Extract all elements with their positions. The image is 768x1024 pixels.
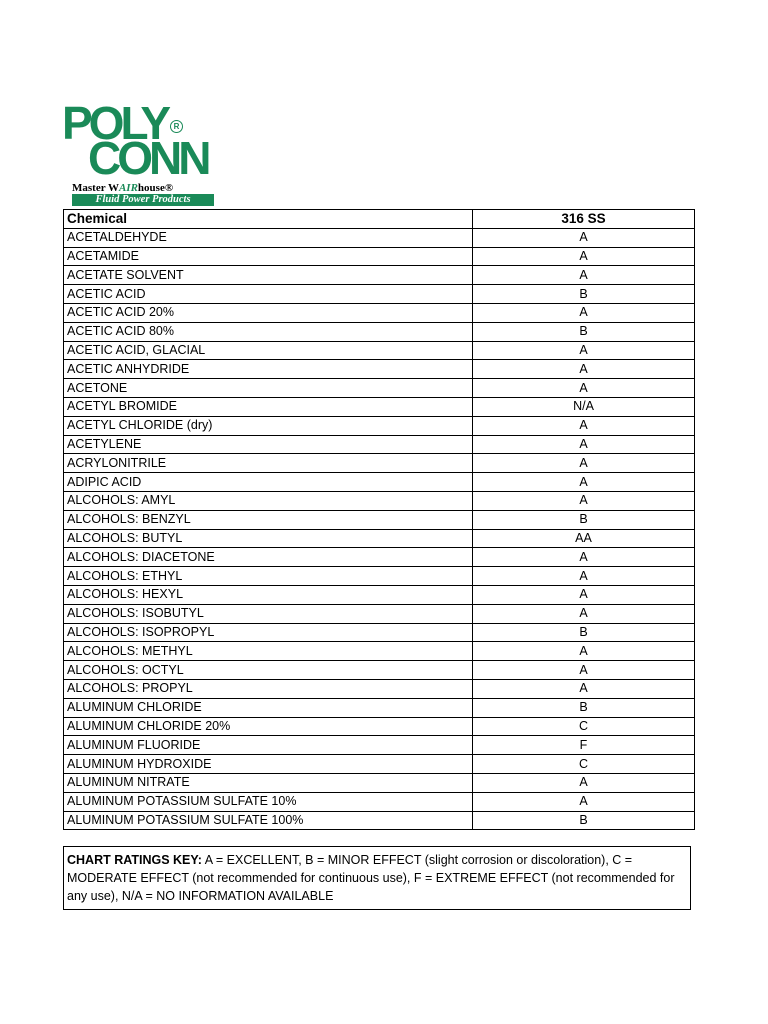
logo-tagline bbox=[72, 182, 173, 194]
chemical-name-cell: ALCOHOLS: METHYL bbox=[64, 642, 473, 661]
chemical-name-cell: ALCOHOLS: ETHYL bbox=[64, 567, 473, 586]
chemical-name-cell: ALCOHOLS: ISOPROPYL bbox=[64, 623, 473, 642]
rating-cell: A bbox=[473, 435, 695, 454]
table-row bbox=[64, 454, 695, 473]
chemical-name-cell: ALUMINUM CHLORIDE bbox=[64, 698, 473, 717]
rating-cell: A bbox=[473, 228, 695, 247]
rating-cell: B bbox=[473, 811, 695, 830]
table-row bbox=[64, 717, 695, 736]
chart-ratings-key bbox=[63, 846, 691, 910]
table-row bbox=[64, 473, 695, 492]
table-row bbox=[64, 529, 695, 548]
table-row bbox=[64, 698, 695, 717]
chemical-name-cell: ADIPIC ACID bbox=[64, 473, 473, 492]
chemical-name-cell: ALUMINUM FLUORIDE bbox=[64, 736, 473, 755]
rating-cell: A bbox=[473, 303, 695, 322]
chemical-name-cell: ACETYLENE bbox=[64, 435, 473, 454]
chemical-name-cell: ACETIC ACID, GLACIAL bbox=[64, 341, 473, 360]
table-header-row bbox=[64, 210, 695, 229]
table-row bbox=[64, 228, 695, 247]
table-row bbox=[64, 416, 695, 435]
rating-cell: A bbox=[473, 454, 695, 473]
tagline-air: AIR bbox=[118, 182, 138, 194]
column-header-316ss: 316 SS bbox=[473, 210, 695, 229]
rating-cell: A bbox=[473, 491, 695, 510]
rating-cell: B bbox=[473, 285, 695, 304]
chemical-resistance-table bbox=[63, 209, 695, 830]
rating-cell: N/A bbox=[473, 397, 695, 416]
chemical-name-cell: ALCOHOLS: ISOBUTYL bbox=[64, 604, 473, 623]
table-row bbox=[64, 303, 695, 322]
table-row bbox=[64, 491, 695, 510]
rating-cell: F bbox=[473, 736, 695, 755]
chemical-name-cell: ALUMINUM POTASSIUM SULFATE 10% bbox=[64, 792, 473, 811]
rating-cell: B bbox=[473, 698, 695, 717]
polyconn-logo bbox=[62, 97, 214, 207]
registered-mark-icon: R bbox=[170, 120, 183, 133]
rating-cell: A bbox=[473, 567, 695, 586]
chemical-name-cell: ALCOHOLS: HEXYL bbox=[64, 585, 473, 604]
table-row bbox=[64, 341, 695, 360]
logo-poly-text: POLY bbox=[62, 97, 168, 149]
table-row bbox=[64, 585, 695, 604]
rating-cell: A bbox=[473, 792, 695, 811]
key-text: A = EXCELLENT, B = MINOR EFFECT (slight corrosion or discoloration), C = MODERATE EFFECT (not recommended for continuous use), F = EXTREME EFFECT (not recommended for any use), N/A = NO INFORMATION AVAILABLE bbox=[67, 853, 675, 903]
table-body bbox=[64, 228, 695, 830]
rating-cell: B bbox=[473, 322, 695, 341]
table-row bbox=[64, 736, 695, 755]
table-row bbox=[64, 567, 695, 586]
table-row bbox=[64, 360, 695, 379]
table-row bbox=[64, 773, 695, 792]
chemical-name-cell: ALUMINUM POTASSIUM SULFATE 100% bbox=[64, 811, 473, 830]
chemical-name-cell: ALCOHOLS: DIACETONE bbox=[64, 548, 473, 567]
chemical-name-cell: ACETYL BROMIDE bbox=[64, 397, 473, 416]
chemical-name-cell: ALCOHOLS: PROPYL bbox=[64, 679, 473, 698]
rating-cell: A bbox=[473, 604, 695, 623]
rating-cell: C bbox=[473, 717, 695, 736]
table-row bbox=[64, 266, 695, 285]
table-row bbox=[64, 435, 695, 454]
chemical-name-cell: ALUMINUM NITRATE bbox=[64, 773, 473, 792]
table-row bbox=[64, 322, 695, 341]
chemical-name-cell: ALCOHOLS: BUTYL bbox=[64, 529, 473, 548]
table-row bbox=[64, 755, 695, 774]
logo-conn-text: CONN bbox=[88, 132, 208, 184]
table-row bbox=[64, 679, 695, 698]
rating-cell: A bbox=[473, 473, 695, 492]
chemical-name-cell: ACETIC ACID 20% bbox=[64, 303, 473, 322]
chemical-name-cell: ALCOHOLS: AMYL bbox=[64, 491, 473, 510]
chemical-name-cell: ALCOHOLS: BENZYL bbox=[64, 510, 473, 529]
table-row bbox=[64, 247, 695, 266]
table-row bbox=[64, 604, 695, 623]
chemical-name-cell: ALCOHOLS: OCTYL bbox=[64, 661, 473, 680]
chemical-name-cell: ACETAMIDE bbox=[64, 247, 473, 266]
chemical-name-cell: ACETIC ACID bbox=[64, 285, 473, 304]
tagline-suffix: house® bbox=[137, 182, 174, 194]
chemical-name-cell: ACETYL CHLORIDE (dry) bbox=[64, 416, 473, 435]
table-row bbox=[64, 510, 695, 529]
chemical-name-cell: ACRYLONITRILE bbox=[64, 454, 473, 473]
rating-cell: A bbox=[473, 341, 695, 360]
table-row bbox=[64, 379, 695, 398]
table-row bbox=[64, 642, 695, 661]
chemical-name-cell: ACETIC ACID 80% bbox=[64, 322, 473, 341]
rating-cell: C bbox=[473, 755, 695, 774]
chemical-name-cell: ACETATE SOLVENT bbox=[64, 266, 473, 285]
chemical-name-cell: ACETIC ANHYDRIDE bbox=[64, 360, 473, 379]
rating-cell: A bbox=[473, 773, 695, 792]
rating-cell: B bbox=[473, 510, 695, 529]
chemical-name-cell: ACETALDEHYDE bbox=[64, 228, 473, 247]
rating-cell: A bbox=[473, 679, 695, 698]
tagline-prefix: Master W bbox=[72, 182, 119, 194]
rating-cell: A bbox=[473, 585, 695, 604]
table-row bbox=[64, 548, 695, 567]
rating-cell: A bbox=[473, 360, 695, 379]
chemical-name-cell: ACETONE bbox=[64, 379, 473, 398]
rating-cell: A bbox=[473, 642, 695, 661]
table-row bbox=[64, 661, 695, 680]
rating-cell: A bbox=[473, 247, 695, 266]
rating-cell: A bbox=[473, 266, 695, 285]
rating-cell: B bbox=[473, 623, 695, 642]
table-row bbox=[64, 623, 695, 642]
rating-cell: AA bbox=[473, 529, 695, 548]
table-row bbox=[64, 792, 695, 811]
table-row bbox=[64, 811, 695, 830]
table-row bbox=[64, 397, 695, 416]
chemical-name-cell: ALUMINUM CHLORIDE 20% bbox=[64, 717, 473, 736]
column-header-chemical: Chemical bbox=[64, 210, 473, 229]
chemical-name-cell: ALUMINUM HYDROXIDE bbox=[64, 755, 473, 774]
rating-cell: A bbox=[473, 548, 695, 567]
rating-cell: A bbox=[473, 661, 695, 680]
rating-cell: A bbox=[473, 379, 695, 398]
table-row bbox=[64, 285, 695, 304]
logo-tagline-banner: Fluid Power Products bbox=[72, 194, 214, 206]
rating-cell: A bbox=[473, 416, 695, 435]
key-label: CHART RATINGS KEY: bbox=[67, 853, 202, 867]
